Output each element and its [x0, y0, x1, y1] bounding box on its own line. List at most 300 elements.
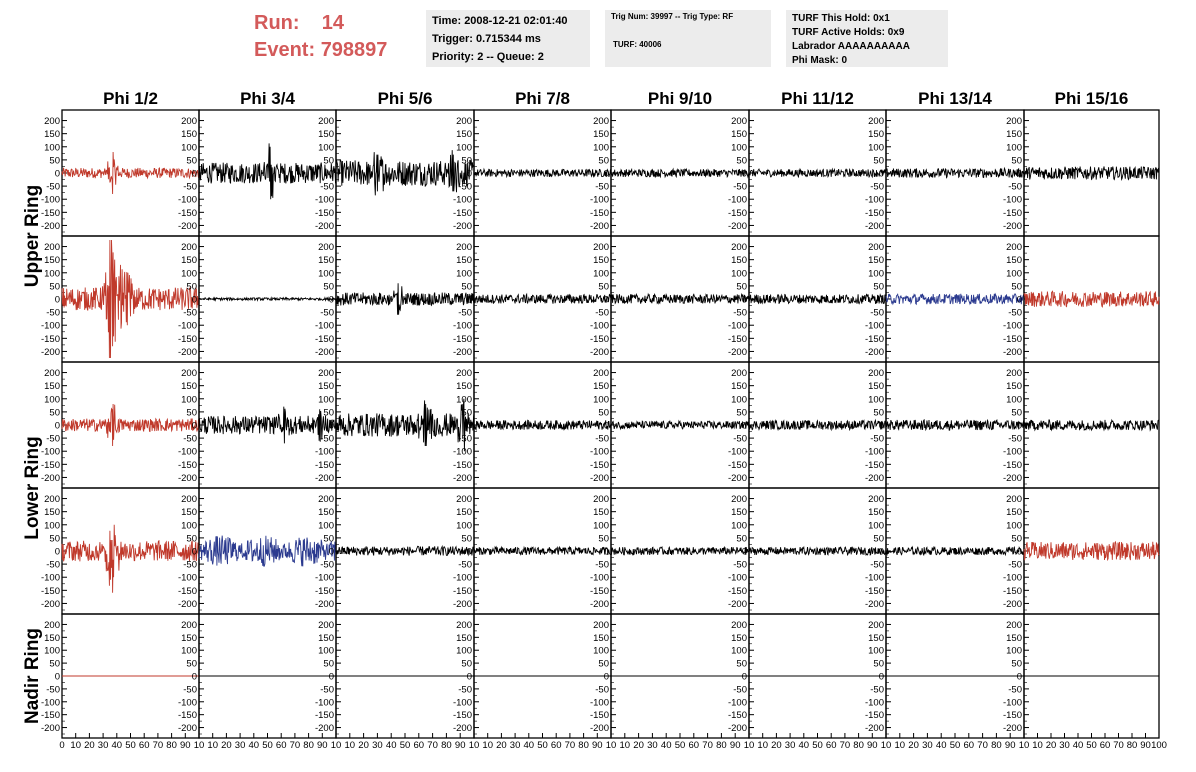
- ytick-label: -200: [1002, 598, 1022, 610]
- xtick-label: 40: [385, 740, 397, 751]
- ytick-label: -50: [595, 181, 609, 193]
- ytick-label: -150: [1002, 585, 1022, 597]
- xtick-label: 90: [1004, 740, 1016, 751]
- ytick-label: 50: [736, 658, 747, 670]
- column-title-8: Phi 15/16: [1054, 89, 1129, 108]
- ytick-label: 200: [868, 242, 884, 254]
- turf-active-text: TURF Active Holds: 0x9: [792, 27, 905, 38]
- ytick-label: -150: [452, 333, 472, 345]
- ytick-label: 50: [736, 155, 747, 167]
- ytick-label: -100: [177, 320, 197, 332]
- column-title-2: Phi 3/4: [240, 89, 295, 108]
- xtick-label: 50: [1086, 740, 1097, 751]
- xtick-label: 30: [784, 740, 796, 751]
- xtick-label: 80: [578, 740, 589, 751]
- ytick-label: 50: [873, 407, 884, 419]
- ytick-label: 50: [598, 281, 609, 293]
- xtick-label: 50: [537, 740, 548, 751]
- xtick-label: 90: [317, 740, 328, 751]
- ytick-label: 0: [328, 168, 334, 180]
- ytick-label: 150: [456, 381, 472, 393]
- ytick-label: -50: [595, 559, 609, 571]
- labrador-text: Labrador AAAAAAAAAA: [792, 41, 910, 52]
- ytick-label: 100: [456, 645, 472, 657]
- ytick-label: -200: [40, 598, 60, 610]
- xtick-label: 70: [702, 740, 713, 751]
- ytick-label: -50: [733, 433, 747, 445]
- xtick-label: 40: [111, 740, 123, 751]
- ytick-label: 200: [456, 494, 472, 506]
- ytick-label: 50: [49, 533, 60, 545]
- ytick-label: 200: [181, 242, 197, 254]
- trace-r4-c7: [886, 547, 1024, 555]
- ytick-label: 50: [461, 658, 472, 670]
- ytick-label: -50: [870, 559, 884, 571]
- ytick-label: -50: [1008, 433, 1022, 445]
- ytick-label: 150: [181, 255, 197, 267]
- ytick-label: -150: [452, 585, 472, 597]
- ytick-label: 50: [598, 658, 609, 670]
- ytick-label: -100: [452, 697, 472, 709]
- ytick-label: 0: [741, 671, 747, 683]
- xtick-label: 60: [688, 740, 700, 751]
- ytick-label: 50: [186, 407, 197, 419]
- ytick-label: 0: [191, 671, 197, 683]
- ytick-label: -150: [177, 207, 197, 219]
- ytick-label: 100: [456, 520, 472, 532]
- ytick-label: -100: [589, 320, 609, 332]
- trace-r3-c5: [611, 421, 749, 429]
- ytick-label: -200: [452, 472, 472, 484]
- time-text: Time: 2008-12-21 02:01:40: [432, 15, 568, 27]
- trace-r4-c4: [474, 547, 611, 555]
- ytick-label: -50: [870, 684, 884, 696]
- trace-r1-c6: [749, 169, 886, 177]
- ytick-label: 0: [54, 671, 60, 683]
- ytick-label: 0: [191, 294, 197, 306]
- ytick-label: -100: [314, 446, 334, 458]
- ytick-label: 150: [181, 381, 197, 393]
- xtick-label: 0: [59, 740, 65, 751]
- ytick-label: 100: [731, 268, 747, 280]
- ytick-label: -200: [177, 220, 197, 232]
- ytick-label: 100: [1006, 268, 1022, 280]
- ytick-label: -200: [314, 723, 334, 735]
- ytick-label: -150: [40, 333, 60, 345]
- ytick-label: 150: [44, 632, 60, 644]
- xtick-label: 70: [152, 740, 164, 751]
- ytick-label: 200: [318, 116, 334, 128]
- trace-r3-c1: [62, 404, 199, 446]
- ytick-label: -150: [727, 585, 747, 597]
- ytick-label: -50: [46, 307, 60, 319]
- ytick-label: 50: [186, 281, 197, 293]
- ytick-label: 200: [181, 116, 197, 128]
- xtick-label: 90: [454, 740, 466, 751]
- ytick-label: 0: [466, 546, 472, 558]
- ytick-label: -200: [452, 346, 472, 358]
- ytick-label: 0: [878, 168, 884, 180]
- ytick-label: 150: [593, 381, 609, 393]
- ytick-label: -100: [727, 446, 747, 458]
- xtick-label: 10: [1032, 740, 1043, 751]
- trace-r3-c8: [1024, 420, 1159, 430]
- ytick-label: -50: [183, 307, 197, 319]
- ytick-label: -150: [864, 459, 884, 471]
- ytick-label: 0: [741, 420, 747, 432]
- ytick-label: 0: [54, 546, 60, 558]
- ytick-label: 50: [873, 281, 884, 293]
- ytick-label: 50: [598, 155, 609, 167]
- xtick-label: 10: [482, 740, 493, 751]
- ytick-label: 50: [1011, 281, 1022, 293]
- ytick-label: 150: [318, 381, 334, 393]
- ytick-label: 0: [1016, 546, 1022, 558]
- ytick-label: -150: [864, 710, 884, 722]
- ytick-label: 200: [868, 116, 884, 128]
- xtick-label: 80: [716, 740, 727, 751]
- ytick-label: 200: [318, 494, 334, 506]
- xtick-label: 10: [207, 740, 218, 751]
- ytick-label: 100: [44, 520, 60, 532]
- ytick-label: 0: [603, 546, 609, 558]
- ytick-label: -50: [458, 433, 472, 445]
- ytick-label: -200: [727, 220, 747, 232]
- ytick-label: 200: [1006, 116, 1022, 128]
- ytick-label: -150: [727, 710, 747, 722]
- ytick-label: -200: [177, 598, 197, 610]
- ytick-label: 150: [868, 507, 884, 519]
- xtick-label: 10: [1018, 740, 1030, 751]
- row-label-nadir-ring: Nadir Ring: [22, 627, 43, 725]
- turf-num-text: TURF: 40006: [613, 40, 662, 49]
- ytick-label: 200: [456, 242, 472, 254]
- ytick-label: 50: [1011, 533, 1022, 545]
- xtick-label: 20: [221, 740, 232, 751]
- ytick-label: -100: [177, 194, 197, 206]
- ytick-label: -200: [1002, 220, 1022, 232]
- ytick-label: 50: [323, 281, 334, 293]
- ytick-label: 0: [878, 420, 884, 432]
- trace-r4-c8: [1024, 542, 1159, 560]
- ytick-label: 200: [1006, 494, 1022, 506]
- xtick-label: 80: [166, 740, 177, 751]
- ytick-label: 200: [868, 368, 884, 380]
- ytick-label: -150: [452, 710, 472, 722]
- ytick-label: 50: [873, 533, 884, 545]
- ytick-label: -100: [727, 320, 747, 332]
- ytick-label: 0: [878, 671, 884, 683]
- ytick-label: 200: [731, 619, 747, 631]
- trace-r4-c2: [199, 536, 336, 567]
- ytick-label: -200: [589, 220, 609, 232]
- ytick-label: -100: [40, 194, 60, 206]
- xtick-label: 30: [1059, 740, 1070, 751]
- ytick-label: -200: [177, 723, 197, 735]
- ytick-label: -50: [320, 559, 334, 571]
- ytick-label: 50: [186, 155, 197, 167]
- ytick-label: -150: [40, 710, 60, 722]
- ytick-label: 150: [318, 507, 334, 519]
- ytick-label: -200: [1002, 723, 1022, 735]
- ytick-label: 100: [731, 645, 747, 657]
- ytick-label: -100: [452, 320, 472, 332]
- ytick-label: 200: [44, 494, 60, 506]
- ytick-label: 200: [456, 368, 472, 380]
- xtick-label: 100: [1151, 740, 1167, 751]
- xtick-label: 50: [812, 740, 823, 751]
- ytick-label: 0: [1016, 420, 1022, 432]
- column-title-5: Phi 9/10: [647, 89, 713, 108]
- xtick-label: 20: [1045, 740, 1057, 751]
- ytick-label: 200: [44, 242, 60, 254]
- ytick-label: -150: [314, 459, 334, 471]
- trace-r3-c3: [336, 399, 474, 451]
- ytick-label: 200: [731, 242, 747, 254]
- ytick-label: 150: [593, 129, 609, 141]
- ytick-label: -50: [1008, 307, 1022, 319]
- ytick-label: -200: [40, 346, 60, 358]
- ytick-label: -200: [589, 723, 609, 735]
- ytick-label: 0: [191, 420, 197, 432]
- ytick-label: -50: [595, 684, 609, 696]
- trace-r4-c3: [336, 546, 474, 555]
- xtick-label: 70: [289, 740, 301, 751]
- ytick-label: 100: [318, 142, 334, 154]
- run-value: 14: [321, 12, 345, 34]
- ytick-label: 100: [318, 645, 334, 657]
- ytick-label: -150: [177, 710, 197, 722]
- ytick-label: -150: [589, 207, 609, 219]
- ytick-label: -150: [314, 333, 334, 345]
- ytick-label: 0: [328, 420, 334, 432]
- xtick-label: 50: [262, 740, 273, 751]
- ytick-label: 0: [1016, 168, 1022, 180]
- ytick-label: -200: [177, 472, 197, 484]
- xtick-label: 70: [839, 740, 851, 751]
- ytick-label: -200: [452, 723, 472, 735]
- ytick-label: -100: [1002, 320, 1022, 332]
- ytick-label: 50: [1011, 155, 1022, 167]
- xtick-label: 50: [949, 740, 961, 751]
- trace-r4-c5: [611, 547, 749, 555]
- xtick-label: 70: [977, 740, 988, 751]
- ytick-label: -50: [46, 559, 60, 571]
- ytick-label: 150: [731, 255, 747, 267]
- trace-r3-c7: [886, 420, 1024, 430]
- ytick-label: 200: [456, 116, 472, 128]
- ytick-label: -50: [1008, 181, 1022, 193]
- ytick-label: -100: [40, 697, 60, 709]
- xtick-label: 60: [413, 740, 425, 751]
- trace-r2-c6: [749, 294, 886, 303]
- ytick-label: 200: [731, 494, 747, 506]
- ytick-label: 100: [731, 520, 747, 532]
- ytick-label: 0: [328, 546, 334, 558]
- ytick-label: -200: [589, 598, 609, 610]
- ytick-label: 150: [318, 632, 334, 644]
- ytick-label: 0: [741, 546, 747, 558]
- ytick-label: 150: [731, 507, 747, 519]
- ytick-label: 100: [181, 645, 197, 657]
- trace-r2-c5: [611, 294, 749, 303]
- ytick-label: -150: [177, 585, 197, 597]
- xtick-label: 40: [523, 740, 535, 751]
- ytick-label: -150: [1002, 207, 1022, 219]
- ytick-label: -150: [589, 459, 609, 471]
- ytick-label: 150: [868, 632, 884, 644]
- xtick-label: 20: [496, 740, 507, 751]
- ytick-label: -150: [40, 459, 60, 471]
- event-value: 798897: [320, 39, 388, 61]
- ytick-label: -50: [1008, 684, 1022, 696]
- ytick-label: 50: [1011, 407, 1022, 419]
- xtick-label: 30: [372, 740, 383, 751]
- ytick-label: 200: [1006, 619, 1022, 631]
- ytick-label: -50: [183, 559, 197, 571]
- ytick-label: -50: [458, 181, 472, 193]
- ytick-label: -50: [46, 181, 60, 193]
- ytick-label: 50: [873, 658, 884, 670]
- ytick-label: 100: [868, 520, 884, 532]
- trig-num-text: Trig Num: 39997 -- Trig Type: RF: [611, 12, 734, 21]
- xtick-label: 40: [935, 740, 947, 751]
- ytick-label: 50: [323, 407, 334, 419]
- ytick-label: -50: [733, 307, 747, 319]
- ytick-label: -100: [314, 320, 334, 332]
- ytick-label: -200: [40, 220, 60, 232]
- ytick-label: 150: [868, 381, 884, 393]
- ytick-label: -200: [864, 346, 884, 358]
- ytick-label: -150: [727, 207, 747, 219]
- ytick-label: 0: [54, 420, 60, 432]
- ytick-label: 100: [318, 394, 334, 406]
- ytick-label: -50: [733, 559, 747, 571]
- ytick-label: 100: [868, 142, 884, 154]
- ytick-label: -50: [183, 181, 197, 193]
- ytick-label: -200: [177, 346, 197, 358]
- xtick-label: 80: [441, 740, 452, 751]
- ytick-label: 200: [593, 116, 609, 128]
- ytick-label: 150: [456, 129, 472, 141]
- column-title-7: Phi 13/14: [918, 89, 992, 108]
- ytick-label: 200: [44, 619, 60, 631]
- run-label: Run:: [254, 12, 300, 34]
- ytick-label: -200: [1002, 346, 1022, 358]
- xtick-label: 10: [880, 740, 892, 751]
- ytick-label: 150: [593, 507, 609, 519]
- ytick-label: -100: [589, 572, 609, 584]
- ytick-label: 100: [181, 394, 197, 406]
- xtick-label: 90: [592, 740, 603, 751]
- ytick-label: 150: [593, 255, 609, 267]
- row-label-lower-ring: Lower Ring: [22, 436, 43, 540]
- ytick-label: 200: [868, 619, 884, 631]
- ytick-label: -200: [589, 472, 609, 484]
- ytick-label: -150: [864, 333, 884, 345]
- ytick-label: 200: [181, 368, 197, 380]
- xtick-label: 10: [70, 740, 81, 751]
- trace-r1-c5: [611, 169, 749, 177]
- ytick-label: 150: [1006, 632, 1022, 644]
- ytick-label: 200: [44, 368, 60, 380]
- xtick-label: 30: [922, 740, 933, 751]
- ytick-label: -150: [314, 585, 334, 597]
- ytick-label: 0: [466, 671, 472, 683]
- ytick-label: 0: [466, 168, 472, 180]
- ytick-label: 150: [593, 632, 609, 644]
- trace-r2-c7: [886, 294, 1024, 304]
- ytick-label: 200: [318, 368, 334, 380]
- xtick-label: 40: [798, 740, 810, 751]
- ytick-label: 150: [731, 129, 747, 141]
- ytick-label: 50: [323, 155, 334, 167]
- ytick-label: 100: [318, 520, 334, 532]
- ytick-label: -100: [452, 446, 472, 458]
- ytick-label: 200: [593, 619, 609, 631]
- ytick-label: 200: [731, 116, 747, 128]
- trace-r3-c6: [749, 420, 886, 429]
- ytick-label: 0: [603, 420, 609, 432]
- ytick-label: 150: [868, 129, 884, 141]
- ytick-label: -200: [314, 472, 334, 484]
- xtick-label: 20: [908, 740, 919, 751]
- ytick-label: -100: [589, 446, 609, 458]
- xtick-label: 90: [867, 740, 878, 751]
- ytick-label: 0: [191, 546, 197, 558]
- ytick-label: -200: [1002, 472, 1022, 484]
- ytick-label: 100: [456, 142, 472, 154]
- column-title-4: Phi 7/8: [515, 89, 570, 108]
- xtick-label: 80: [303, 740, 314, 751]
- ytick-label: -50: [320, 433, 334, 445]
- ytick-label: 200: [731, 368, 747, 380]
- ytick-label: 100: [593, 268, 609, 280]
- ytick-label: 100: [181, 268, 197, 280]
- ytick-label: 0: [54, 294, 60, 306]
- ytick-label: -50: [46, 433, 60, 445]
- xtick-label: 10: [468, 740, 480, 751]
- ytick-label: 50: [461, 281, 472, 293]
- ytick-label: 200: [593, 494, 609, 506]
- xtick-label: 70: [1113, 740, 1124, 751]
- ytick-label: 200: [181, 619, 197, 631]
- ytick-label: 50: [49, 155, 60, 167]
- ytick-label: -100: [40, 320, 60, 332]
- ytick-label: -50: [183, 433, 197, 445]
- trace-r1-c7: [886, 168, 1024, 177]
- ytick-label: 0: [1016, 294, 1022, 306]
- xtick-label: 90: [180, 740, 191, 751]
- xtick-label: 30: [234, 740, 246, 751]
- ytick-label: 0: [54, 168, 60, 180]
- ytick-label: -100: [727, 194, 747, 206]
- ytick-label: -150: [1002, 333, 1022, 345]
- ytick-label: 200: [181, 494, 197, 506]
- ytick-label: 200: [318, 242, 334, 254]
- ytick-label: 200: [318, 619, 334, 631]
- ytick-label: 150: [44, 507, 60, 519]
- ytick-label: 0: [741, 168, 747, 180]
- xtick-label: 10: [619, 740, 631, 751]
- ytick-label: -150: [40, 585, 60, 597]
- column-title-6: Phi 11/12: [781, 89, 854, 108]
- ytick-label: -150: [1002, 459, 1022, 471]
- ytick-label: -50: [458, 559, 472, 571]
- ytick-label: 100: [44, 394, 60, 406]
- ytick-label: 50: [49, 658, 60, 670]
- ytick-label: 150: [44, 129, 60, 141]
